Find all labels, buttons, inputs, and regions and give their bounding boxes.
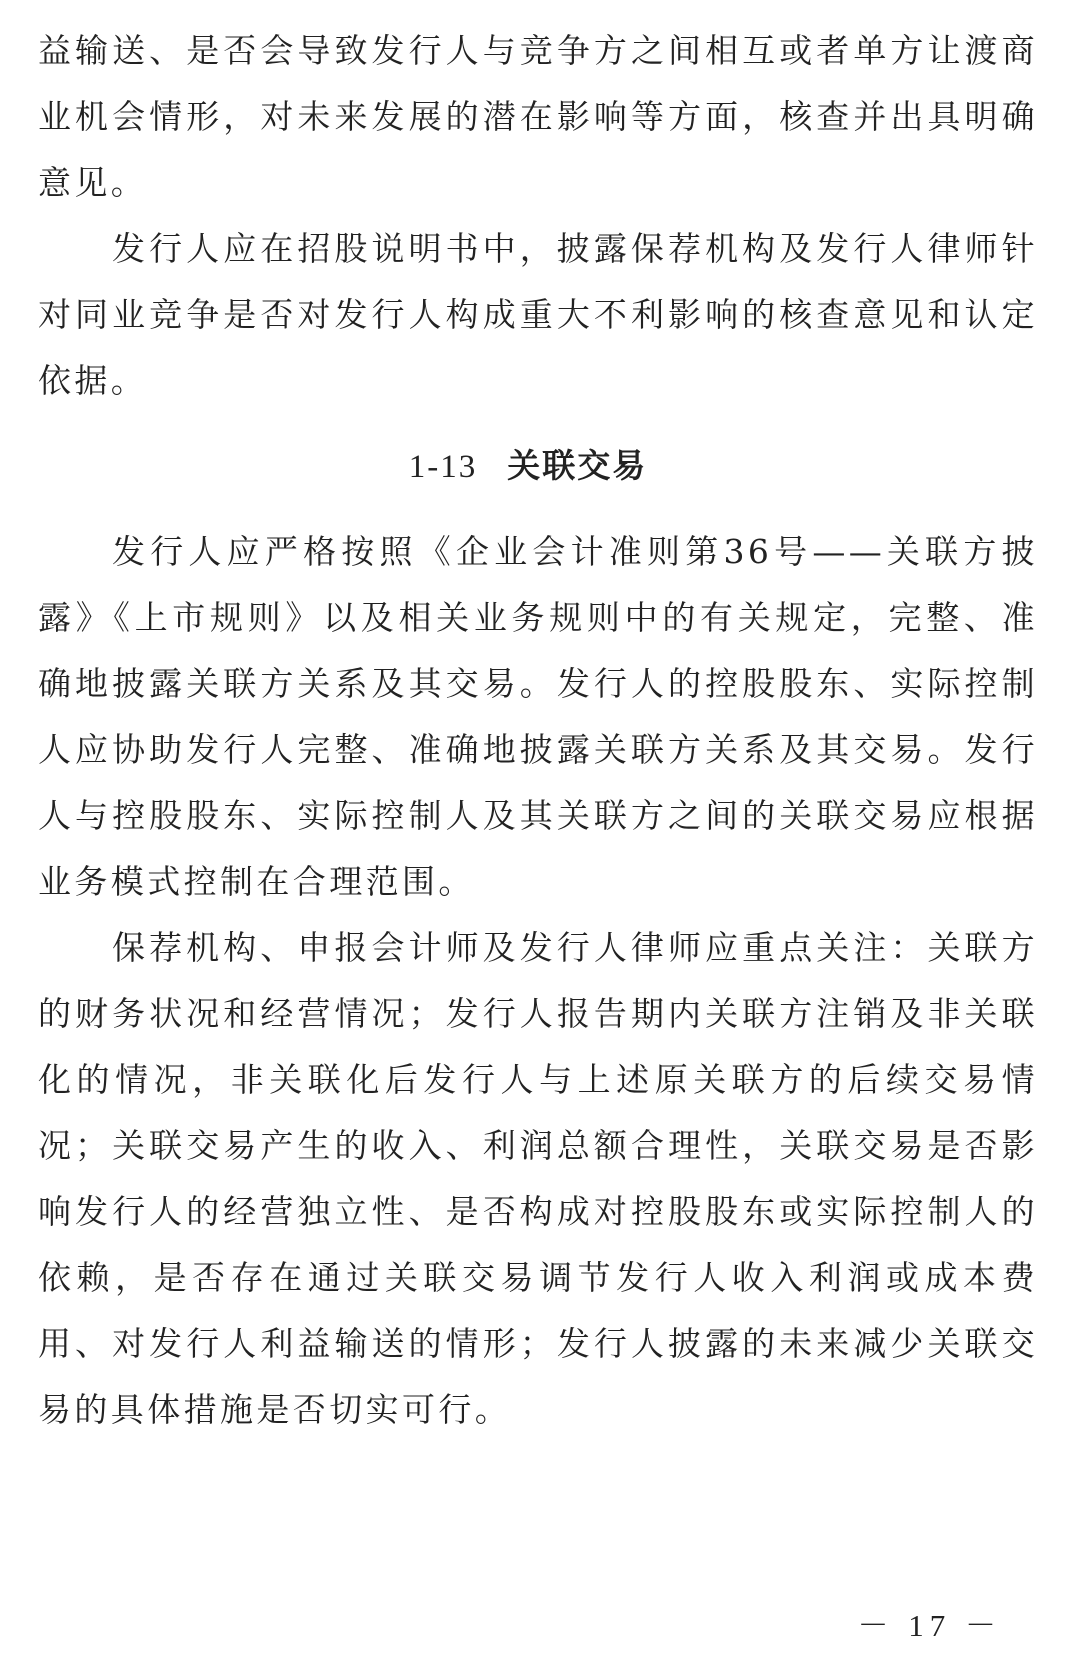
paragraph-related-party-disclosure: 发行人应严格按照《企业会计准则第36号——关联方披露》《上市规则》以及相关业务规则中的有关规定，完整、准确地披露关联方关系及其交易。发行人的控股股东、实际控制人应协助发行人完整、准确地披露关联方关系及其交易。发行人与控股股东、实际控制人及其关联方之间的关联交易应根据业务模式控制在合理范围。 [38,532,1038,901]
section-heading [38,424,1038,509]
paragraph-disclosure-requirement: 发行人应在招股说明书中，披露保荐机构及发行人律师针对同业竞争是否对发行人构成重大不利影响的核查意见和认定依据。 [38,229,1038,400]
document-page [38,18,1038,1443]
section-title: 关联交易 [507,446,648,485]
paragraph-sponsor-focus: 保荐机构、申报会计师及发行人律师应重点关注：关联方的财务状况和经营情况；发行人报告期内关联方注销及非关联化的情况，非关联化后发行人与上述原关联方的后续交易情况；关联交易产生的收入、利润总额合理性，关联交易是否影响发行人的经营独立性、是否构成对控股股东或实际控制人的依赖，是否存在通过关联交易调节发行人收入利润或成本费用、对发行人利益输送的情形；发行人披露的未来减少关联交易的具体措施是否切实可行。 [38,928,1038,1429]
section-number: 1-13 [408,449,478,485]
page-number: － 17 － [857,1608,1002,1643]
paragraph-continued: 益输送、是否会导致发行人与竞争方之间相互或者单方让渡商业机会情形，对未来发展的潜在影响等方面，核查并出具明确意见。 [38,31,1038,202]
